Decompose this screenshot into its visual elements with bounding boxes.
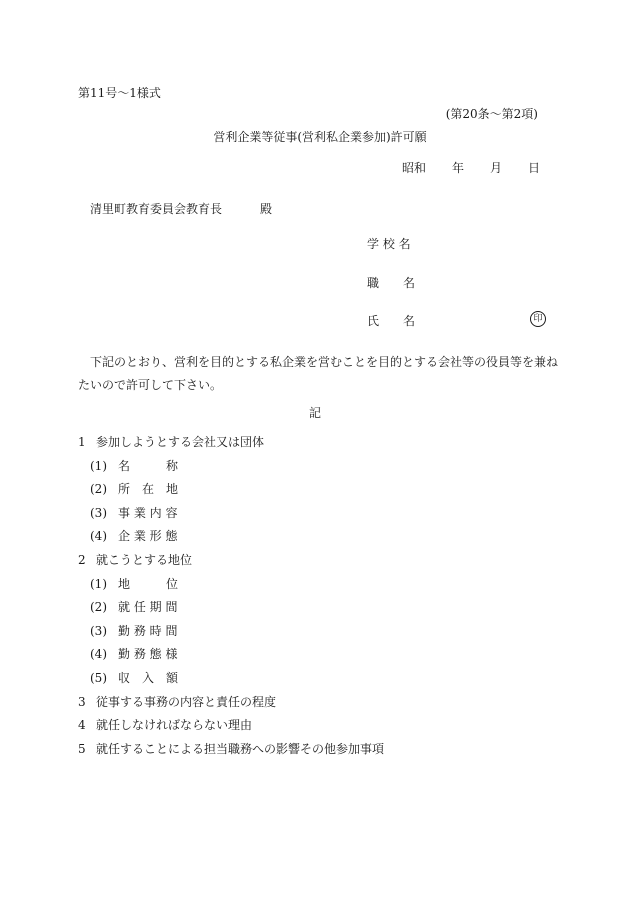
item-number: (5)	[90, 670, 107, 685]
list-item	[78, 459, 384, 483]
item-number: 2	[78, 552, 86, 567]
item-number: (3)	[90, 505, 107, 520]
item-text: 従事する事務の内容と責任の程度	[96, 694, 277, 709]
date-month: 月	[490, 161, 503, 175]
list-item	[78, 435, 384, 459]
list-item	[78, 718, 384, 742]
addressee-name: 清里町教育委員会教育長	[90, 202, 223, 216]
item-text: 就 任 期 間	[118, 600, 178, 615]
seal-mark: 印	[530, 311, 546, 327]
item-text: 勤 務 時 間	[118, 623, 178, 638]
item-number: (1)	[90, 576, 107, 591]
name-label: 氏 名	[367, 314, 416, 328]
list-item	[78, 695, 384, 719]
request-paragraph: 下記のとおり、営利を目的とする私企業を営むことを目的とする会社等の役員等を兼ねたいので許可して下さい。	[78, 355, 559, 392]
date-day: 日	[528, 161, 541, 175]
addressee-honorific: 殿	[260, 202, 273, 216]
item-number: (1)	[90, 458, 107, 473]
document-title: 営利企業等従事(営利私企業参加)許可願	[213, 130, 427, 144]
item-text: 収 入 額	[118, 670, 179, 685]
item-text: 就任しなければならない理由	[96, 718, 253, 733]
item-text: 名 称	[118, 458, 179, 473]
date-line	[402, 161, 540, 175]
item-number: 5	[78, 741, 86, 756]
list-item	[78, 742, 384, 766]
addressee	[90, 202, 272, 216]
item-text: 参加しようとする会社又は団体	[96, 435, 265, 449]
item-number: (2)	[90, 482, 107, 497]
form-number: 第11号〜1様式	[78, 86, 161, 100]
ki-heading: 記	[308, 406, 321, 420]
item-text: 企 業 形 態	[118, 529, 178, 544]
list-item	[78, 624, 384, 648]
item-number: (2)	[90, 600, 107, 615]
item-text: 就任することによる担当職務への影響その他参加事項	[96, 741, 385, 756]
item-text: 所 在 地	[118, 482, 179, 497]
article-reference: (第20条〜第2項)	[445, 107, 538, 121]
date-year: 年	[452, 161, 465, 175]
item-number: (4)	[90, 529, 107, 544]
list-item	[78, 647, 384, 671]
item-number: 4	[78, 718, 86, 733]
date-era: 昭和	[402, 161, 427, 175]
item-list	[78, 435, 384, 765]
list-item	[78, 671, 384, 695]
item-number: (3)	[90, 623, 107, 638]
school-name-label: 学 校 名	[367, 237, 411, 251]
list-item	[78, 577, 384, 601]
item-text: 事 業 内 容	[118, 505, 178, 520]
item-text: 就こうとする地位	[96, 552, 193, 567]
list-item	[78, 506, 384, 530]
item-number: 3	[78, 694, 86, 709]
item-text: 勤 務 態 様	[118, 647, 178, 662]
list-item	[78, 600, 384, 624]
item-number: (4)	[90, 647, 107, 662]
item-text: 地 位	[118, 576, 179, 591]
list-item	[78, 529, 384, 553]
list-item	[78, 553, 384, 577]
post-label: 職 名	[367, 276, 416, 290]
list-item	[78, 482, 384, 506]
item-number: 1	[78, 435, 86, 449]
